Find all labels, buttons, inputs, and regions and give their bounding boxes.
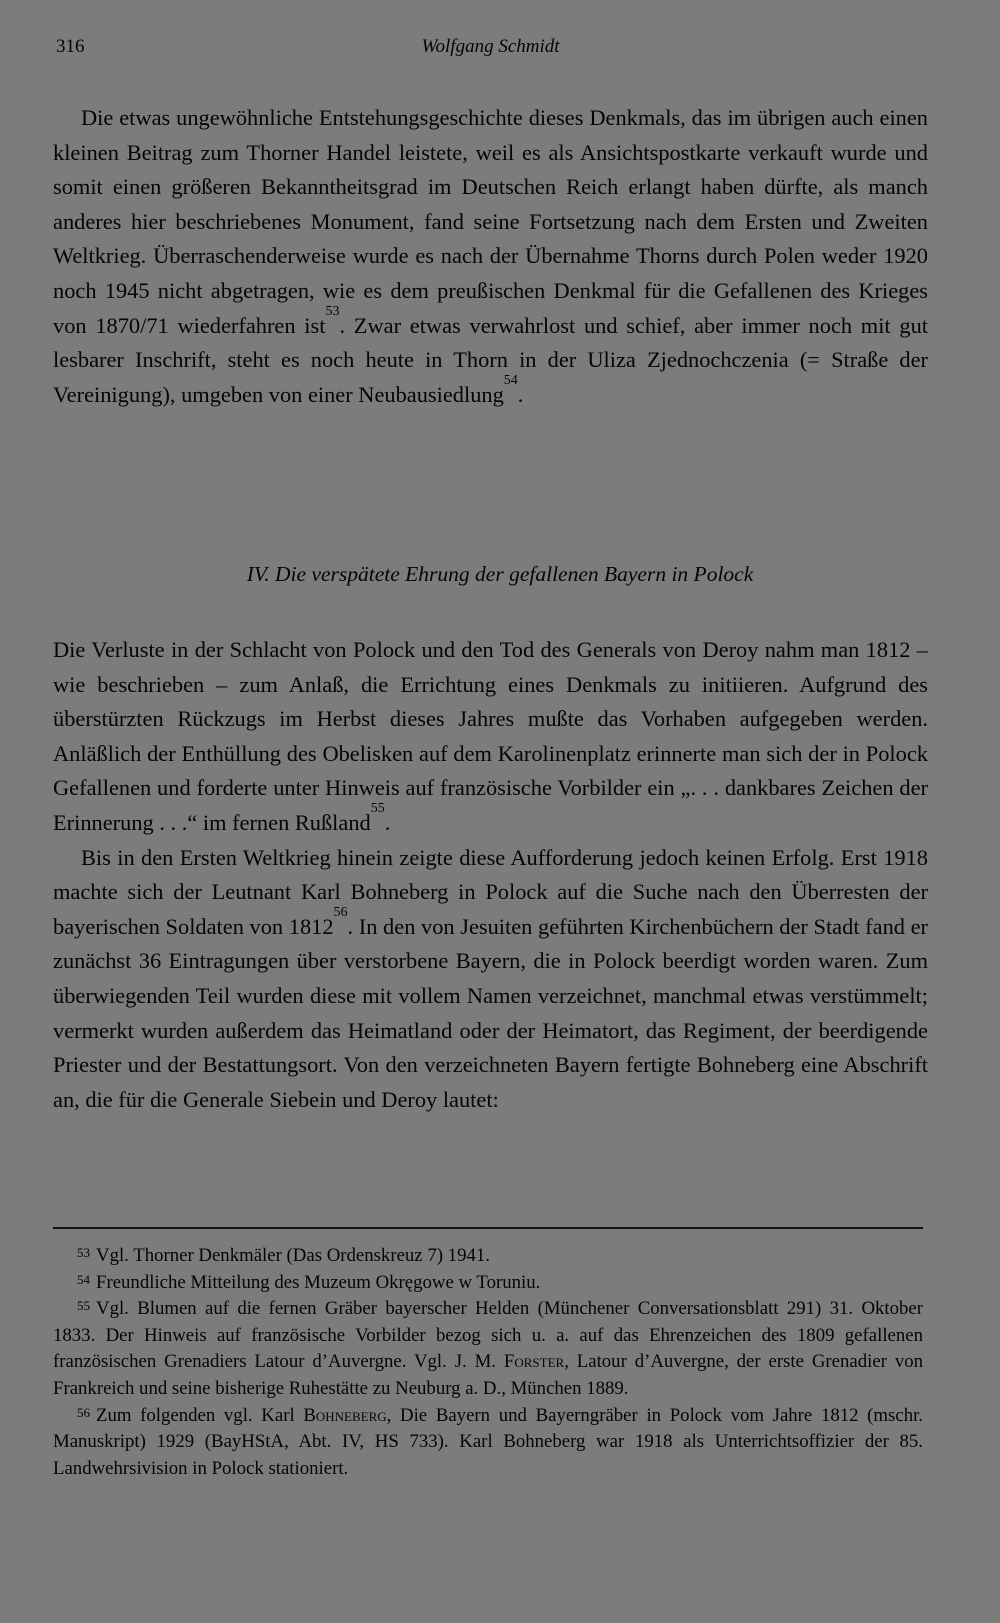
footnote-54	[53, 1270, 923, 1297]
paragraph	[53, 633, 928, 841]
footnote-56	[53, 1403, 923, 1483]
footnote-text: Vgl. Blumen auf die fernen Gräber bayerscher Helden (Münchener Conversationsblatt 291) 31. Oktober 1833. Der Hinweis auf französische Vorbilder bezog sich u. a. auf das Ehrenzeichen des 1809 gefallenen französischen Grenadiers Latour d’Auvergne. Vgl. J. M.	[53, 1298, 923, 1373]
footnote-text: Freundliche Mitteilung des Muzeum Okręgowe w Toruniu.	[96, 1271, 541, 1293]
footnote-ref-56: 56	[333, 904, 348, 920]
paragraph-text: .	[384, 809, 391, 835]
paragraph-text: Die etwas ungewöhnliche Entstehungsgeschichte dieses Denkmals, das im übrigen auch einen kleinen Beitrag zum Thorner Handel leistete, weil es als Ansichtspostkarte verkauft wurde und somit einen größeren Bekanntheitsgrad im Deutschen Reich erlangt haben dürfte, als manch anderes hier beschriebenes Monument, fand seine Fortsetzung nach dem Ersten und Zweiten Weltkrieg. Überraschenderweise wurde es nach der Übernahme Thorns durch Polen weder 1920 noch 1945 nicht abgetragen, wie es dem preußischen Denkmal für die Gefallenen des Krieges von 1870/71 wiederfahren ist	[53, 105, 928, 338]
running-head	[56, 36, 925, 66]
footnotes	[53, 1243, 923, 1482]
footnote-number: 55	[77, 1298, 90, 1314]
footnote-ref-53: 53	[325, 303, 340, 319]
paragraph	[53, 841, 928, 1118]
footnote-53	[53, 1243, 923, 1270]
paragraph-text: Die Verluste in der Schlacht von Polock und den Tod des Generals von Deroy nahm man 1812 – wie beschrieben – zum Anlaß, die Errichtung eines Denkmals zu initiieren. Aufgrund des überstürzten Rückzugs im Herbst dieses Jahres mußte das Vorhaben aufgegeben werden. Anläßlich der Enthüllung des Obelisken auf dem Karolinenplatz erinnerte man sich der in Polock Gefallenen und forderte unter Hinweis auf französische Vorbilder ein „. . . dankbares Zeichen der Erinnerung . . .“ im fernen Rußland	[53, 637, 928, 835]
paragraph-text: . Zwar etwas verwahrlost und schief, aber immer noch mit gut lesbarer Inschrift, steht es noch heute in Thorn in der Uliza Zjednochczenia (= Straße der Vereinigung), umgeben von einer Neubausiedlung	[53, 312, 929, 407]
footnote-divider	[53, 1227, 923, 1229]
paragraph-text: . In den von Jesuiten geführten Kirchenbüchern der Stadt fand er zunächst 36 Eintragungen über verstorbene Bayern, die in Polock beerdigt worden waren. Zum überwiegenden Teil wurden diese mit vollem Namen verzeichnet, manchmal etwas verstümmelt; vermerkt wurden außerdem das Heimatland oder der Heimatort, das Regiment, der beerdigende Priester und der Bestattungsort. Von den verzeichneten Bayern fertigte Bohneberg eine Abschrift an, die für die Generale Siebein und Deroy lautet:	[53, 913, 928, 1112]
section-previous-body	[53, 101, 928, 412]
paragraph-text: .	[517, 381, 524, 407]
running-head-author: Wolfgang Schmidt	[421, 36, 560, 57]
paragraph	[53, 101, 928, 412]
paragraph-text: Bis in den Ersten Weltkrieg hinein zeigte diese Aufforderung jedoch keinen Erfolg. Erst 1918 machte sich der Leutnant Karl Bohneberg in Polock auf die Suche nach den Überresten der bayerischen Soldaten von 1812	[53, 844, 928, 939]
footnote-text: , Die Bayern und Bayerngräber in Polock vom Jahre 1812 (mschr. Manuskript) 1929 (BayHStA, Abt. IV, HS 733). Karl Bohneberg war 1918 als Unterrichtsoffizier der 85. Landwehrsivision in Polock stationiert.	[53, 1404, 923, 1479]
footnote-author: Forster	[503, 1351, 565, 1373]
footnote-ref-54: 54	[503, 372, 518, 388]
footnote-number: 53	[77, 1245, 90, 1260]
section-iv-body	[53, 633, 928, 1117]
footnote-text: Zum folgenden vgl. Karl	[96, 1404, 304, 1426]
section-heading: IV. Die verspätete Ehrung der gefallenen Bayern in Polock	[246, 562, 754, 586]
footnote-number: 56	[77, 1404, 90, 1420]
page-number: 316	[56, 36, 85, 57]
footnote-text: Vgl. Thorner Denkmäler (Das Ordenskreuz 7) 1941.	[96, 1245, 490, 1266]
footnote-55	[53, 1296, 923, 1402]
footnote-text: , Latour d’Auvergne, der erste Grenadier von Frankreich und seine bisherige Ruhestätte zu Neuburg a. D., München 1889.	[53, 1351, 923, 1399]
footnote-number: 54	[77, 1271, 90, 1287]
footnote-author: Bohneberg	[303, 1404, 387, 1426]
footnote-ref-55: 55	[370, 800, 385, 816]
